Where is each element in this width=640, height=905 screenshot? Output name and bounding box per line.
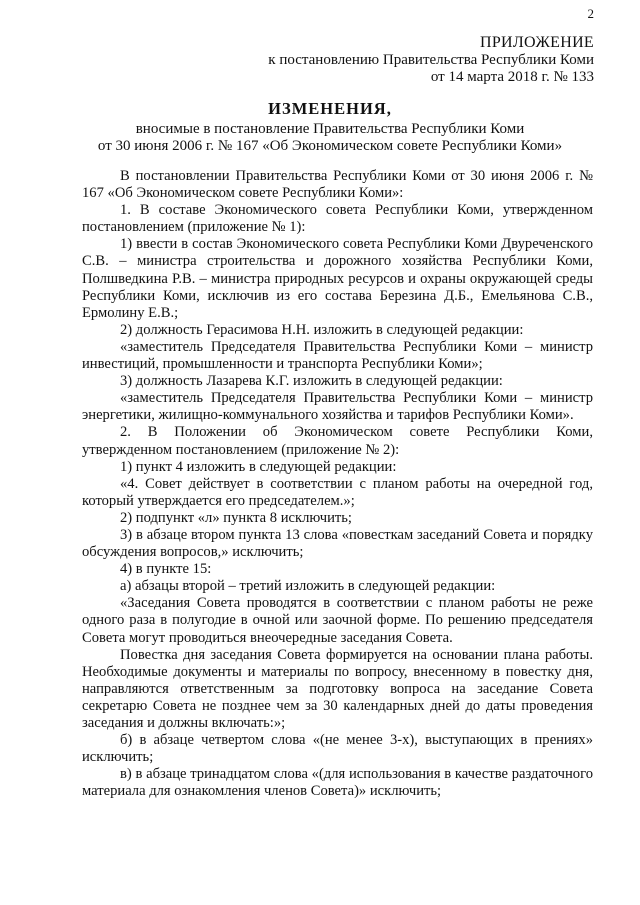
paragraph: 1) пункт 4 изложить в следующей редакции: bbox=[120, 458, 397, 475]
paragraph: 2. В Положении об Экономическом совете Республики Коми, утвержденном постановлением (приложение № 2): bbox=[82, 424, 593, 458]
paragraph: 3) должность Лазарева К.Г. изложить в следующей редакции: bbox=[120, 373, 503, 390]
appendix-title: ПРИЛОЖЕНИЕ bbox=[479, 34, 594, 51]
paragraph: «4. Совет действует в соответствии с планом работы на очередной год, который утверждается его председателем.»; bbox=[82, 475, 593, 509]
paragraph: Повестка дня заседания Совета формируется на основании плана работы. Необходимые документы и материалы по вопросу, внесенному в повестку дня, направляются ответственным за подготовку вопроса на заседание Совета секретарю Совета не позднее чем за 30 календарных дней до даты проведения заседания и должны включать:»; bbox=[82, 646, 593, 731]
document-body bbox=[82, 168, 593, 800]
paragraph: б) в абзаце четвертом слова «(не менее 3-х), выступающих в прениях» исключить; bbox=[82, 732, 593, 766]
appendix-block bbox=[268, 34, 594, 87]
document-title: ИЗМЕНЕНИЯ, bbox=[268, 99, 392, 118]
page-number: 2 bbox=[587, 6, 594, 21]
paragraph: 2) подпункт «л» пункта 8 исключить; bbox=[120, 509, 352, 526]
paragraph: 1) ввести в состав Экономического совета Республики Коми Двуреченского С.В. – министра строительства и дорожного хозяйства Республики Коми, Полшведкина Р.В. – министра природных ресурсов и охраны окружающей среды Республики Коми, исключив из его состава Березина Д.Б., Емельянова С.В., Ермолину Е.В.; bbox=[82, 236, 593, 321]
heading-line-1: вносимые в постановление Правительства Республики Коми bbox=[135, 120, 525, 137]
paragraph: В постановлении Правительства Республики Коми от 30 июня 2006 г. № 167 «Об Экономическом совете Республики Коми»: bbox=[82, 168, 593, 202]
paragraph: 4) в пункте 15: bbox=[120, 561, 212, 578]
paragraph: 3) в абзаце втором пункта 13 слова «повесткам заседаний Совета и порядку обсуждения вопросов,» исключить; bbox=[82, 526, 593, 561]
paragraph: «заместитель Председателя Правительства Республики Коми – министр инвестиций, промышленности и транспорта Республики Коми»; bbox=[82, 338, 593, 373]
appendix-line-1: к постановлению Правительства Республики Коми bbox=[268, 51, 594, 68]
paragraph: а) абзацы второй – третий изложить в следующей редакции: bbox=[120, 578, 496, 595]
paragraph: 1. В составе Экономического совета Республики Коми, утвержденном постановлением (приложение № 1): bbox=[82, 202, 593, 236]
paragraph: 2) должность Герасимова Н.Н. изложить в следующей редакции: bbox=[120, 321, 524, 338]
document-heading bbox=[80, 100, 580, 156]
paragraph: в) в абзаце тринадцатом слова «(для использования в качестве раздаточного материала для ознакомления членов Совета)» исключить; bbox=[82, 766, 593, 800]
paragraph: «заместитель Председателя Правительства Республики Коми – министр энергетики, жилищно-коммунального хозяйства и тарифов Республики Коми». bbox=[82, 390, 593, 424]
paragraph: «Заседания Совета проводятся в соответствии с планом работы не реже одного раза в полугодие в очной или заочной форме. По решению председателя Совета могут проводиться внеочередные заседания Совета. bbox=[82, 595, 593, 646]
appendix-line-2: от 14 марта 2018 г. № 133 bbox=[430, 69, 594, 85]
heading-line-2: от 30 июня 2006 г. № 167 «Об Экономическом совете Республики Коми» bbox=[97, 138, 563, 154]
